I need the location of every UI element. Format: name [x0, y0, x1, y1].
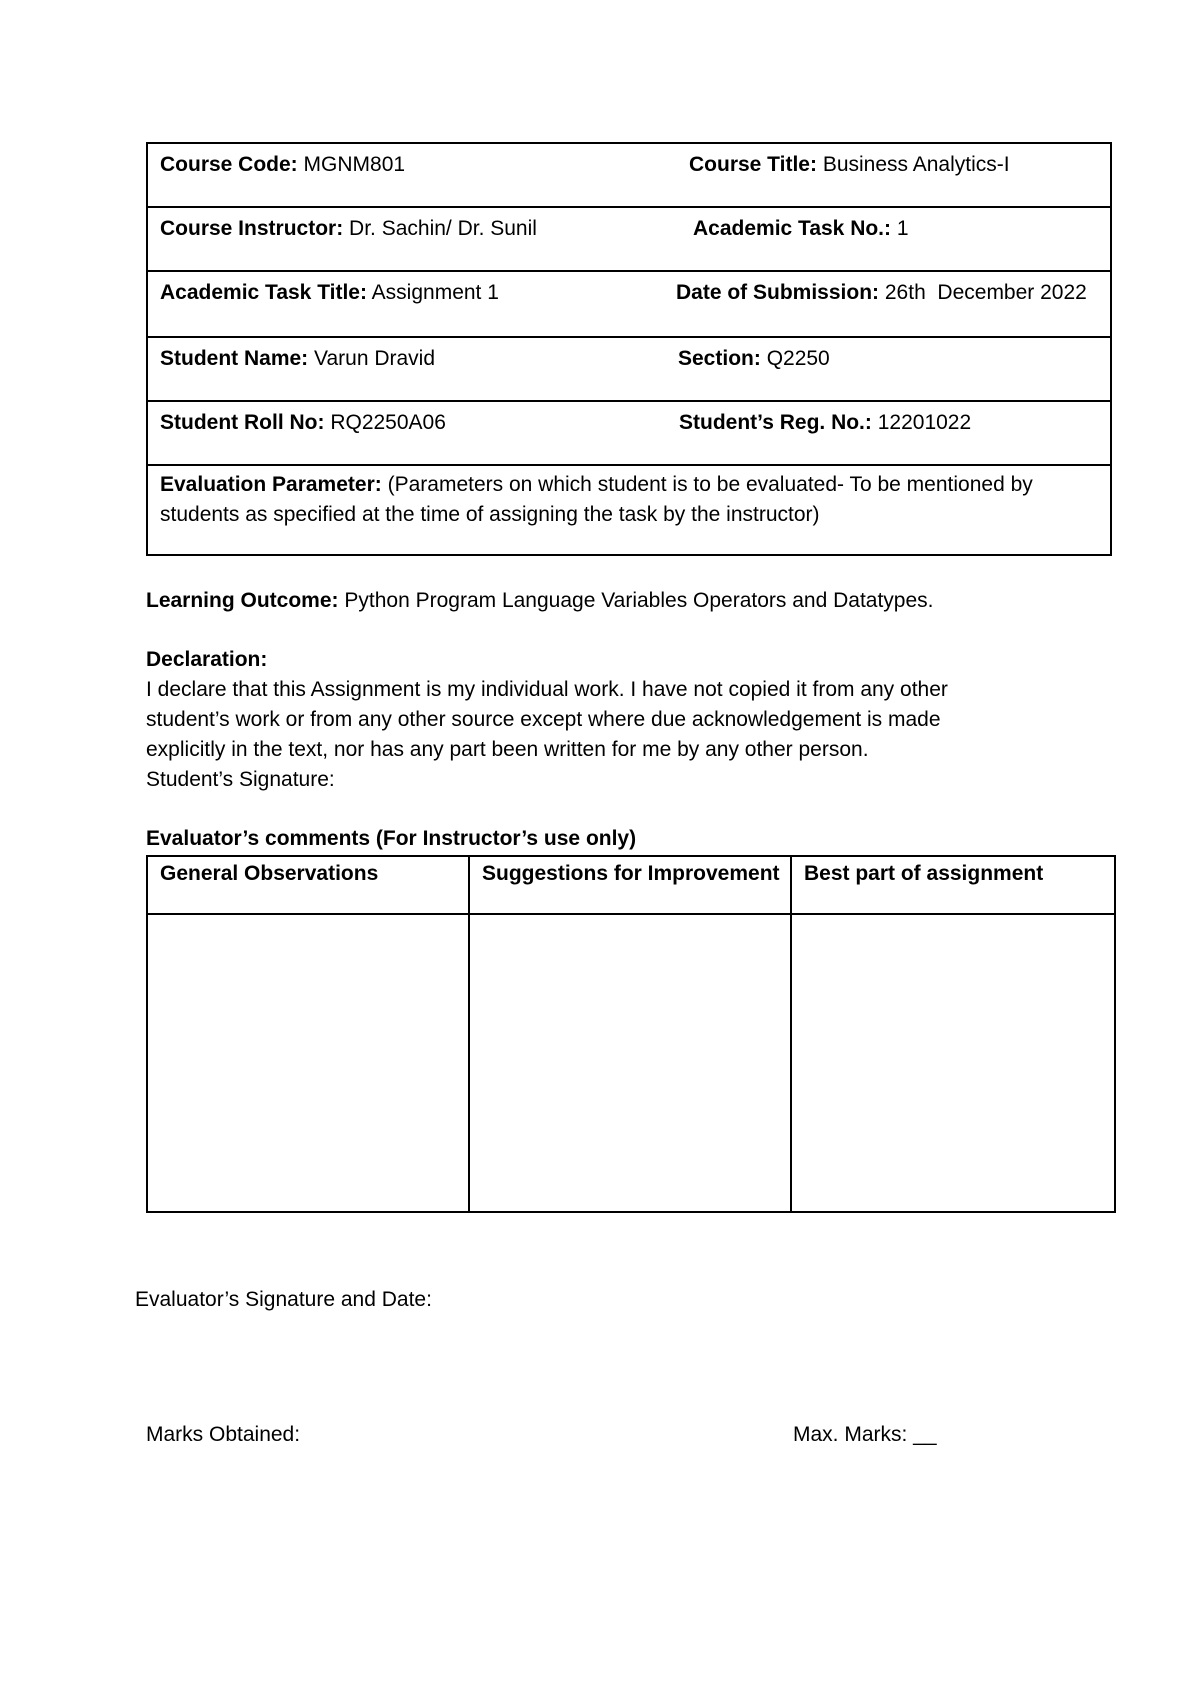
info-row-roll [148, 402, 1110, 466]
task-no-cell [693, 216, 909, 241]
section-cell [678, 346, 830, 371]
course-code-value: MGNM801 [303, 153, 406, 176]
student-signature-label: Student’s Signature: [146, 768, 335, 791]
column-best-part: Best part of assignment [792, 857, 1114, 915]
eval-param-cell [160, 470, 1092, 530]
info-row-student [148, 338, 1110, 402]
section-label: Section: [678, 347, 761, 370]
roll-no-label: Student Roll No: [160, 411, 325, 434]
column-suggestions: Suggestions for Improvement [470, 857, 792, 915]
learning-outcome-label: Learning Outcome: [146, 589, 339, 612]
reg-no-value: 12201022 [877, 411, 972, 434]
eval-param-label: Evaluation Parameter: [160, 473, 382, 496]
info-row-course [148, 144, 1110, 208]
roll-no-value: RQ2250A06 [330, 411, 446, 434]
task-title-cell [160, 280, 499, 305]
course-code-label: Course Code: [160, 153, 298, 176]
instructor-label: Course Instructor: [160, 217, 344, 240]
evaluator-comments-heading: Evaluator’s comments (For Instructor’s use only) [146, 827, 637, 850]
instructor-cell [160, 216, 537, 241]
course-title-cell [689, 152, 1010, 177]
general-observations-cell [148, 915, 470, 1211]
submission-label: Date of Submission: [676, 281, 880, 304]
evaluator-comments-table [146, 855, 1116, 1213]
reg-no-cell [679, 410, 971, 435]
declaration-heading: Declaration: [146, 648, 268, 671]
student-name-label: Student Name: [160, 347, 309, 370]
learning-outcome-text: Python Program Language Variables Operators and Datatypes. [344, 589, 934, 612]
task-no-label: Academic Task No.: [693, 217, 892, 240]
course-code-cell [160, 152, 405, 177]
course-title-label: Course Title: [689, 153, 817, 176]
student-name-value: Varun Dravid [314, 347, 436, 370]
suggestions-cell [470, 915, 792, 1211]
task-title-value: Assignment 1 [371, 281, 499, 304]
roll-no-cell [160, 410, 446, 435]
best-part-cell [792, 915, 1114, 1211]
submission-value: 26th December 2022 [884, 281, 1087, 304]
task-title-label: Academic Task Title: [160, 281, 367, 304]
course-info-table [146, 142, 1112, 556]
course-title-value: Business Analytics-I [822, 153, 1010, 176]
evaluator-signature-label: Evaluator’s Signature and Date: [135, 1288, 432, 1311]
task-no-value: 1 [896, 217, 909, 240]
column-general-observations: General Observations [148, 857, 470, 915]
reg-no-label: Student’s Reg. No.: [679, 411, 872, 434]
student-name-cell [160, 346, 435, 371]
submission-cell [676, 280, 1087, 305]
instructor-value: Dr. Sachin/ Dr. Sunil [349, 217, 537, 240]
declaration-line-1: I declare that this Assignment is my individual work. I have not copied it from any other [146, 678, 948, 701]
eval-param-text: (Parameters on which student is to be evaluated- To be mentioned by students as specified at the time of assigning the task by the instructor) [160, 473, 1033, 526]
info-row-task-title [148, 272, 1110, 338]
info-row-instructor [148, 208, 1110, 272]
section-value: Q2250 [766, 347, 830, 370]
declaration-line-2: student’s work or from any other source except where due acknowledgement is made [146, 708, 941, 731]
max-marks-label: Max. Marks: __ [793, 1423, 937, 1446]
learning-outcome [146, 586, 934, 616]
info-row-eval-param [148, 466, 1110, 554]
marks-obtained-label: Marks Obtained: [146, 1423, 301, 1446]
declaration-line-3: explicitly in the text, nor has any part been written for me by any other person. [146, 738, 869, 761]
